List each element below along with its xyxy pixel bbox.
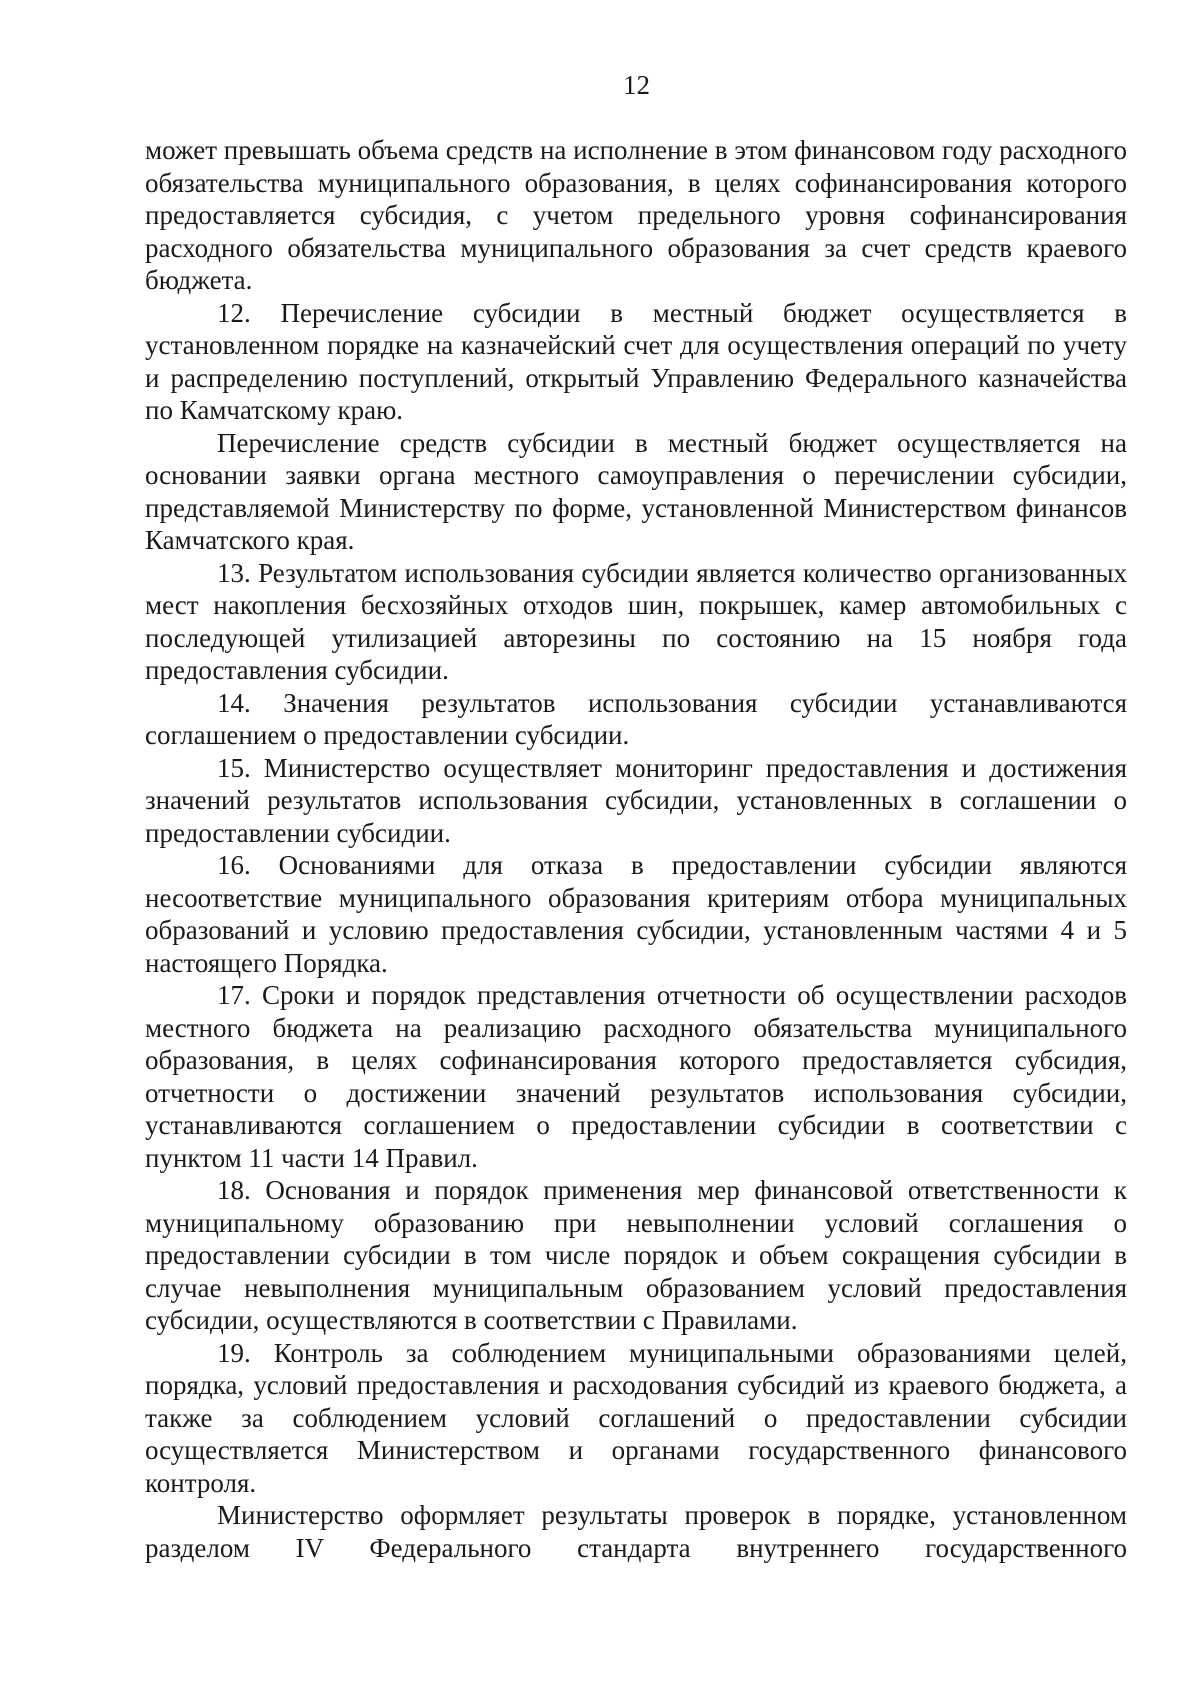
paragraph-item-12: 12. Перечисление субсидии в местный бюджет осуществляется в установленном порядке на казначейский счет для осуществления операций по учету и распределению поступлений, открытый Управлению Федерального казначейства по Камчатскому краю. [145,297,1127,425]
paragraph-item-18: 18. Основания и порядок применения мер финансовой ответственности к муниципальному образованию при невыполнении условий соглашения о предоставлении субсидии в том числе порядок и объем сокращения субсидии в случае невыполнения муниципальным образованием условий предоставления субсидии, осуществляются в соответствии с Правилами. [145,1175,1127,1335]
paragraph-item-14: 14. Значения результатов использования субсидии устанавливаются соглашением о предоставлении субсидии. [145,687,1127,750]
paragraph-item-19: 19. Контроль за соблюдением муниципальными образованиями целей, порядка, условий предоставления и расходования субсидий из краевого бюджета, а также за соблюдением условий соглашений о предоставлении субсидии осуществляется Министерством и органами государственного финансового контроля. [145,1337,1127,1498]
paragraph-item-15: 15. Министерство осуществляет мониторинг предоставления и достижения значений результатов использования субсидии, установленных в соглашении о предоставлении субсидии. [145,752,1127,848]
paragraph-transfer-request: Перечисление средств субсидии в местный бюджет осуществляется на основании заявки органа местного самоуправления о перечислении субсидии, представляемой Министерству по форме, установленной Министерством финансов Камчатского края. [145,427,1127,555]
paragraph-item-17: 17. Сроки и порядок представления отчетности об осуществлении расходов местного бюджета на реализацию расходного обязательства муниципального образования, в целях софинансирования которого предоставляется субсидия, отчетности о достижении значений результатов использования субсидии, устанавливаются соглашением о предоставлении субсидии в соответствии с пунктом 11 части 14 Правил. [145,980,1127,1173]
document-body [145,134,1127,1564]
paragraph-item-13: 13. Результатом использования субсидии является количество организованных мест накопления бесхозяйных отходов шин, покрышек, камер автомобильных с последующей утилизацией авторезины по состоянию на 15 ноября года предоставления субсидии. [145,557,1127,685]
paragraph-continuation: может превышать объема средств на исполнение в этом финансовом году расходного обязательства муниципального образования, в целях софинансирования которого предоставляется субсидия, с учетом предельного уровня софинансирования расходного обязательства муниципального образования за счет средств краевого бюджета. [145,135,1127,295]
page-number: 12 [623,70,650,100]
paragraph-item-16: 16. Основаниями для отказа в предоставлении субсидии являются несоответствие муниципального образования критериям отбора муниципальных образований и условию предоставления субсидии, установленным частями 4 и 5 настоящего Порядка. [145,850,1127,978]
paragraph-inspection-results: Министерство оформляет результаты проверок в порядке, установленном разделом IV Федерального стандарта внутреннего государственного [145,1500,1127,1563]
